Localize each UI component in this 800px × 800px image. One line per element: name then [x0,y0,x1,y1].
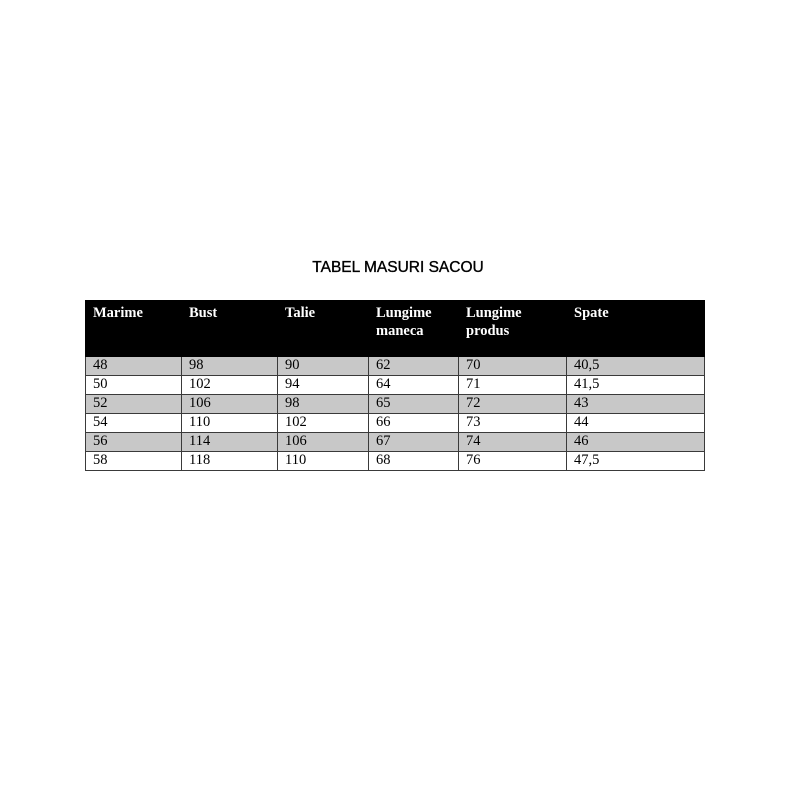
table-cell: 44 [567,414,705,433]
header-spate [567,301,705,357]
table-cell: 70 [459,357,567,376]
table-cell: 68 [369,452,459,471]
table-cell: 102 [182,376,278,395]
header-line: Bust [189,305,218,321]
table-cell: 90 [278,357,369,376]
header-bust [182,301,278,357]
table-row [86,376,705,395]
table-cell: 102 [278,414,369,433]
table-cell: 72 [459,395,567,414]
table-cell: 54 [86,414,182,433]
table-cell: 110 [182,414,278,433]
table-cell: 74 [459,433,567,452]
table-cell: 47,5 [567,452,705,471]
header-talie [278,301,369,357]
table-cell: 65 [369,395,459,414]
table-cell: 71 [459,376,567,395]
header-lungime-maneca [369,301,459,357]
table-cell: 66 [369,414,459,433]
table-cell: 118 [182,452,278,471]
table-row [86,414,705,433]
header-marime [86,301,182,357]
table-cell: 46 [567,433,705,452]
header-line: Lungime [376,305,432,321]
header-line: produs [466,323,510,339]
table-cell: 106 [182,395,278,414]
table-cell: 48 [86,357,182,376]
table-cell: 114 [182,433,278,452]
header-line: Talie [285,305,316,321]
table-cell: 62 [369,357,459,376]
table-cell: 110 [278,452,369,471]
table-cell: 94 [278,376,369,395]
table-cell: 41,5 [567,376,705,395]
table-cell: 98 [182,357,278,376]
header-line: Spate [574,305,609,321]
table-row [86,433,705,452]
size-chart-table [85,300,705,471]
table-cell: 76 [459,452,567,471]
table-cell: 73 [459,414,567,433]
page-title: TABEL MASURI SACOU [312,259,484,276]
table-cell: 43 [567,395,705,414]
table-cell: 58 [86,452,182,471]
table-cell: 67 [369,433,459,452]
header-line: Marime [93,305,143,321]
table-cell: 50 [86,376,182,395]
header-lungime-produs [459,301,567,357]
table-header-row [86,301,705,357]
table-row [86,452,705,471]
table-cell: 40,5 [567,357,705,376]
table-cell: 56 [86,433,182,452]
table-cell: 98 [278,395,369,414]
header-line: Lungime [466,305,522,321]
table-row [86,395,705,414]
table-cell: 52 [86,395,182,414]
header-line: maneca [376,323,424,339]
table-cell: 64 [369,376,459,395]
table-row [86,357,705,376]
table-cell: 106 [278,433,369,452]
